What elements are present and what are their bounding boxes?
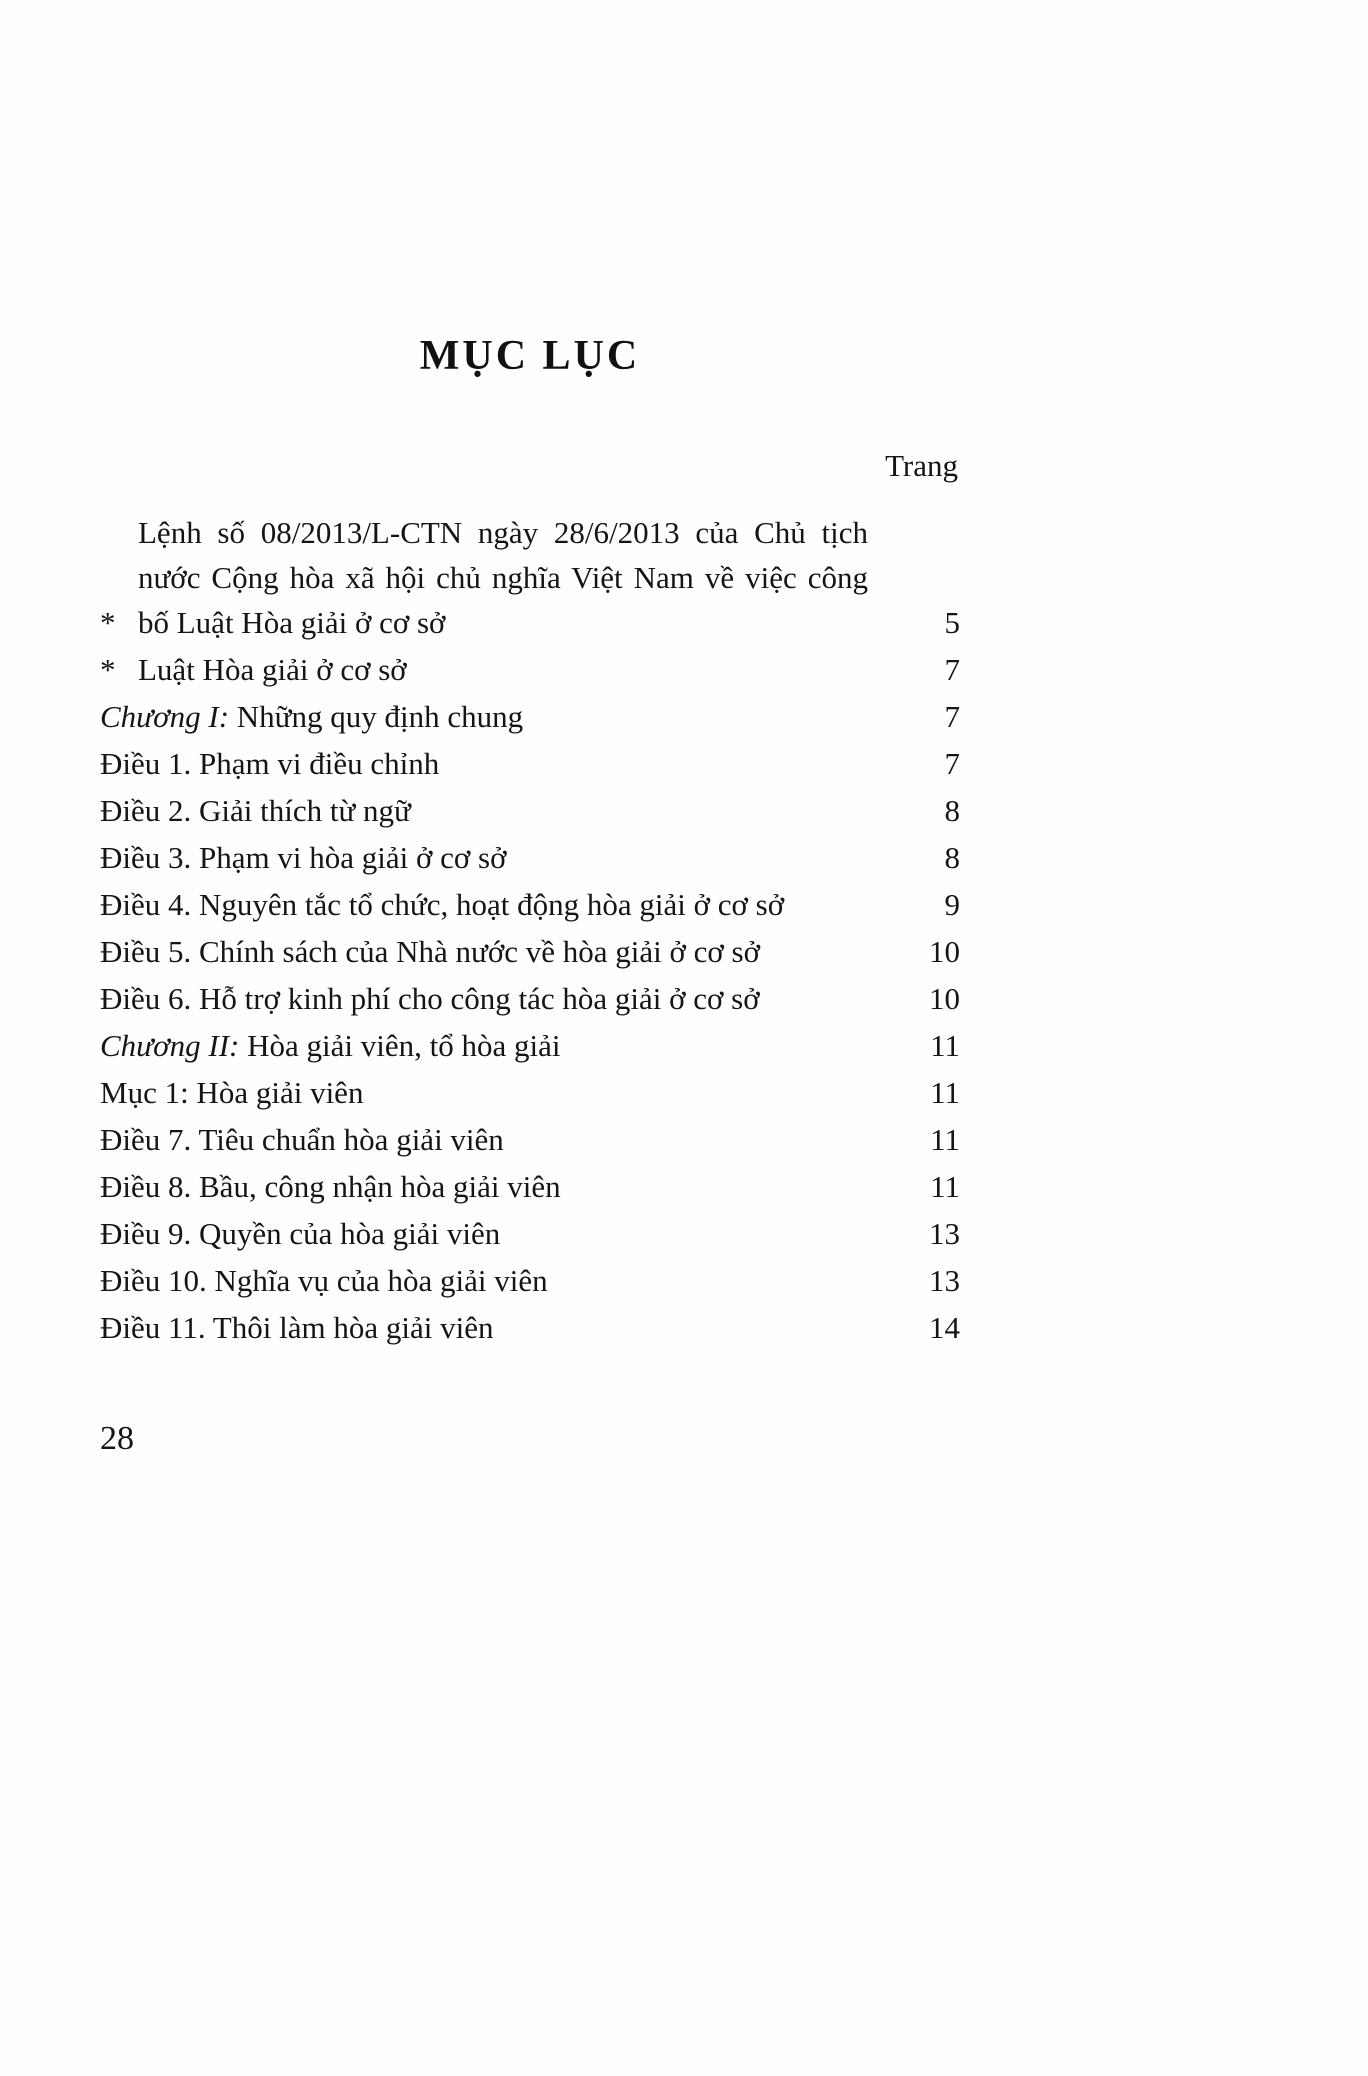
toc-entry-page-number: 11 [930, 1028, 960, 1063]
toc-entry-page-number: 8 [944, 840, 960, 875]
toc-entry-text [100, 1023, 896, 1068]
toc-entry-title: Lệnh số 08/2013/L-CTN ngày 28/6/2013 của Chủ tịch nước Cộng hòa xã hội chủ nghĩa Việt Nam về việc công bố Luật Hòa giải ở cơ sở [138, 515, 868, 640]
page-column-header: Trang [885, 448, 958, 483]
toc-entry-text [100, 929, 896, 974]
toc-entry-title: Điều 3. Phạm vi hòa giải ở cơ sở [100, 840, 507, 875]
toc-entry-title: Hòa giải viên, tổ hòa giải [239, 1028, 561, 1063]
toc-entry-page-number: 11 [930, 1122, 960, 1157]
toc-entry [100, 741, 960, 786]
toc-entry [100, 1305, 960, 1350]
toc-entry-text [100, 976, 896, 1021]
toc-entry-marker: * [100, 605, 116, 640]
toc-entry-title: Điều 8. Bầu, công nhận hòa giải viên [100, 1169, 561, 1204]
toc-entry-text [100, 1070, 896, 1115]
toc-entry-page-number: 14 [929, 1310, 960, 1345]
toc-entry-page-number: 11 [930, 1169, 960, 1204]
toc-entry-lead: Chương II: [100, 1028, 240, 1063]
toc-entry [100, 510, 960, 645]
toc-entry-text [100, 694, 896, 739]
toc-entry-text [138, 510, 896, 645]
footer-page-number: 28 [100, 1420, 134, 1457]
toc-entry [100, 694, 960, 739]
toc-entry-page-number: 10 [929, 981, 960, 1016]
toc-entry-text [100, 1211, 896, 1256]
toc-entry-page-number: 13 [929, 1263, 960, 1298]
toc-list [100, 510, 960, 1350]
toc-entry-text [138, 647, 896, 692]
toc-entry-text [100, 882, 896, 927]
toc-entry-title: Điều 5. Chính sách của Nhà nước về hòa giải ở cơ sở [100, 934, 761, 969]
toc-entry-text [100, 1164, 896, 1209]
toc-entry-title: Điều 6. Hỗ trợ kinh phí cho công tác hòa giải ở cơ sở [100, 981, 760, 1016]
toc-entry-page-number: 7 [944, 746, 960, 781]
toc-entry [100, 1164, 960, 1209]
toc-entry-text [100, 835, 896, 880]
toc-entry-text [100, 1258, 896, 1303]
toc-entry [100, 835, 960, 880]
toc-entry-page-number: 11 [930, 1075, 960, 1110]
toc-entry [100, 1023, 960, 1068]
toc-entry [100, 1258, 960, 1303]
toc-entry [100, 788, 960, 833]
toc-entry-text [100, 1117, 896, 1162]
toc-entry-lead: Chương I: [100, 699, 230, 734]
page-content [100, 0, 960, 1352]
toc-entry-title: Mục 1: Hòa giải viên [100, 1075, 364, 1110]
toc-entry [100, 1117, 960, 1162]
toc-entry-text [100, 1305, 896, 1350]
toc-entry-marker: * [100, 652, 116, 687]
toc-entry [100, 647, 960, 692]
toc-entry-title: Điều 4. Nguyên tắc tổ chức, hoạt động hòa giải ở cơ sở [100, 887, 785, 922]
toc-entry-page-number: 9 [944, 887, 960, 922]
toc-entry [100, 929, 960, 974]
toc-entry [100, 1211, 960, 1256]
toc-entry-text [100, 741, 896, 786]
toc-entry-page-number: 10 [929, 934, 960, 969]
toc-entry [100, 882, 960, 927]
toc-entry-title: Điều 9. Quyền của hòa giải viên [100, 1216, 501, 1251]
toc-entry-title: Điều 7. Tiêu chuẩn hòa giải viên [100, 1122, 504, 1157]
toc-entry-title: Những quy định chung [229, 699, 524, 734]
toc-entry-page-number: 8 [944, 793, 960, 828]
toc-entry-title: Luật Hòa giải ở cơ sở [138, 652, 407, 687]
toc-entry [100, 1070, 960, 1115]
toc-entry-title: Điều 1. Phạm vi điều chỉnh [100, 746, 440, 781]
toc-entry [100, 976, 960, 1021]
page-title: MỤC LỤC [419, 333, 641, 379]
toc-entry-title: Điều 2. Giải thích từ ngữ [100, 793, 411, 828]
toc-entry-title: Điều 11. Thôi làm hòa giải viên [100, 1310, 494, 1345]
toc-entry-page-number: 7 [944, 699, 960, 734]
toc-entry-text [100, 788, 896, 833]
toc-entry-page-number: 13 [929, 1216, 960, 1251]
toc-entry-title: Điều 10. Nghĩa vụ của hòa giải viên [100, 1263, 548, 1298]
toc-entry-page-number: 5 [944, 605, 960, 640]
toc-entry-page-number: 7 [944, 652, 960, 687]
